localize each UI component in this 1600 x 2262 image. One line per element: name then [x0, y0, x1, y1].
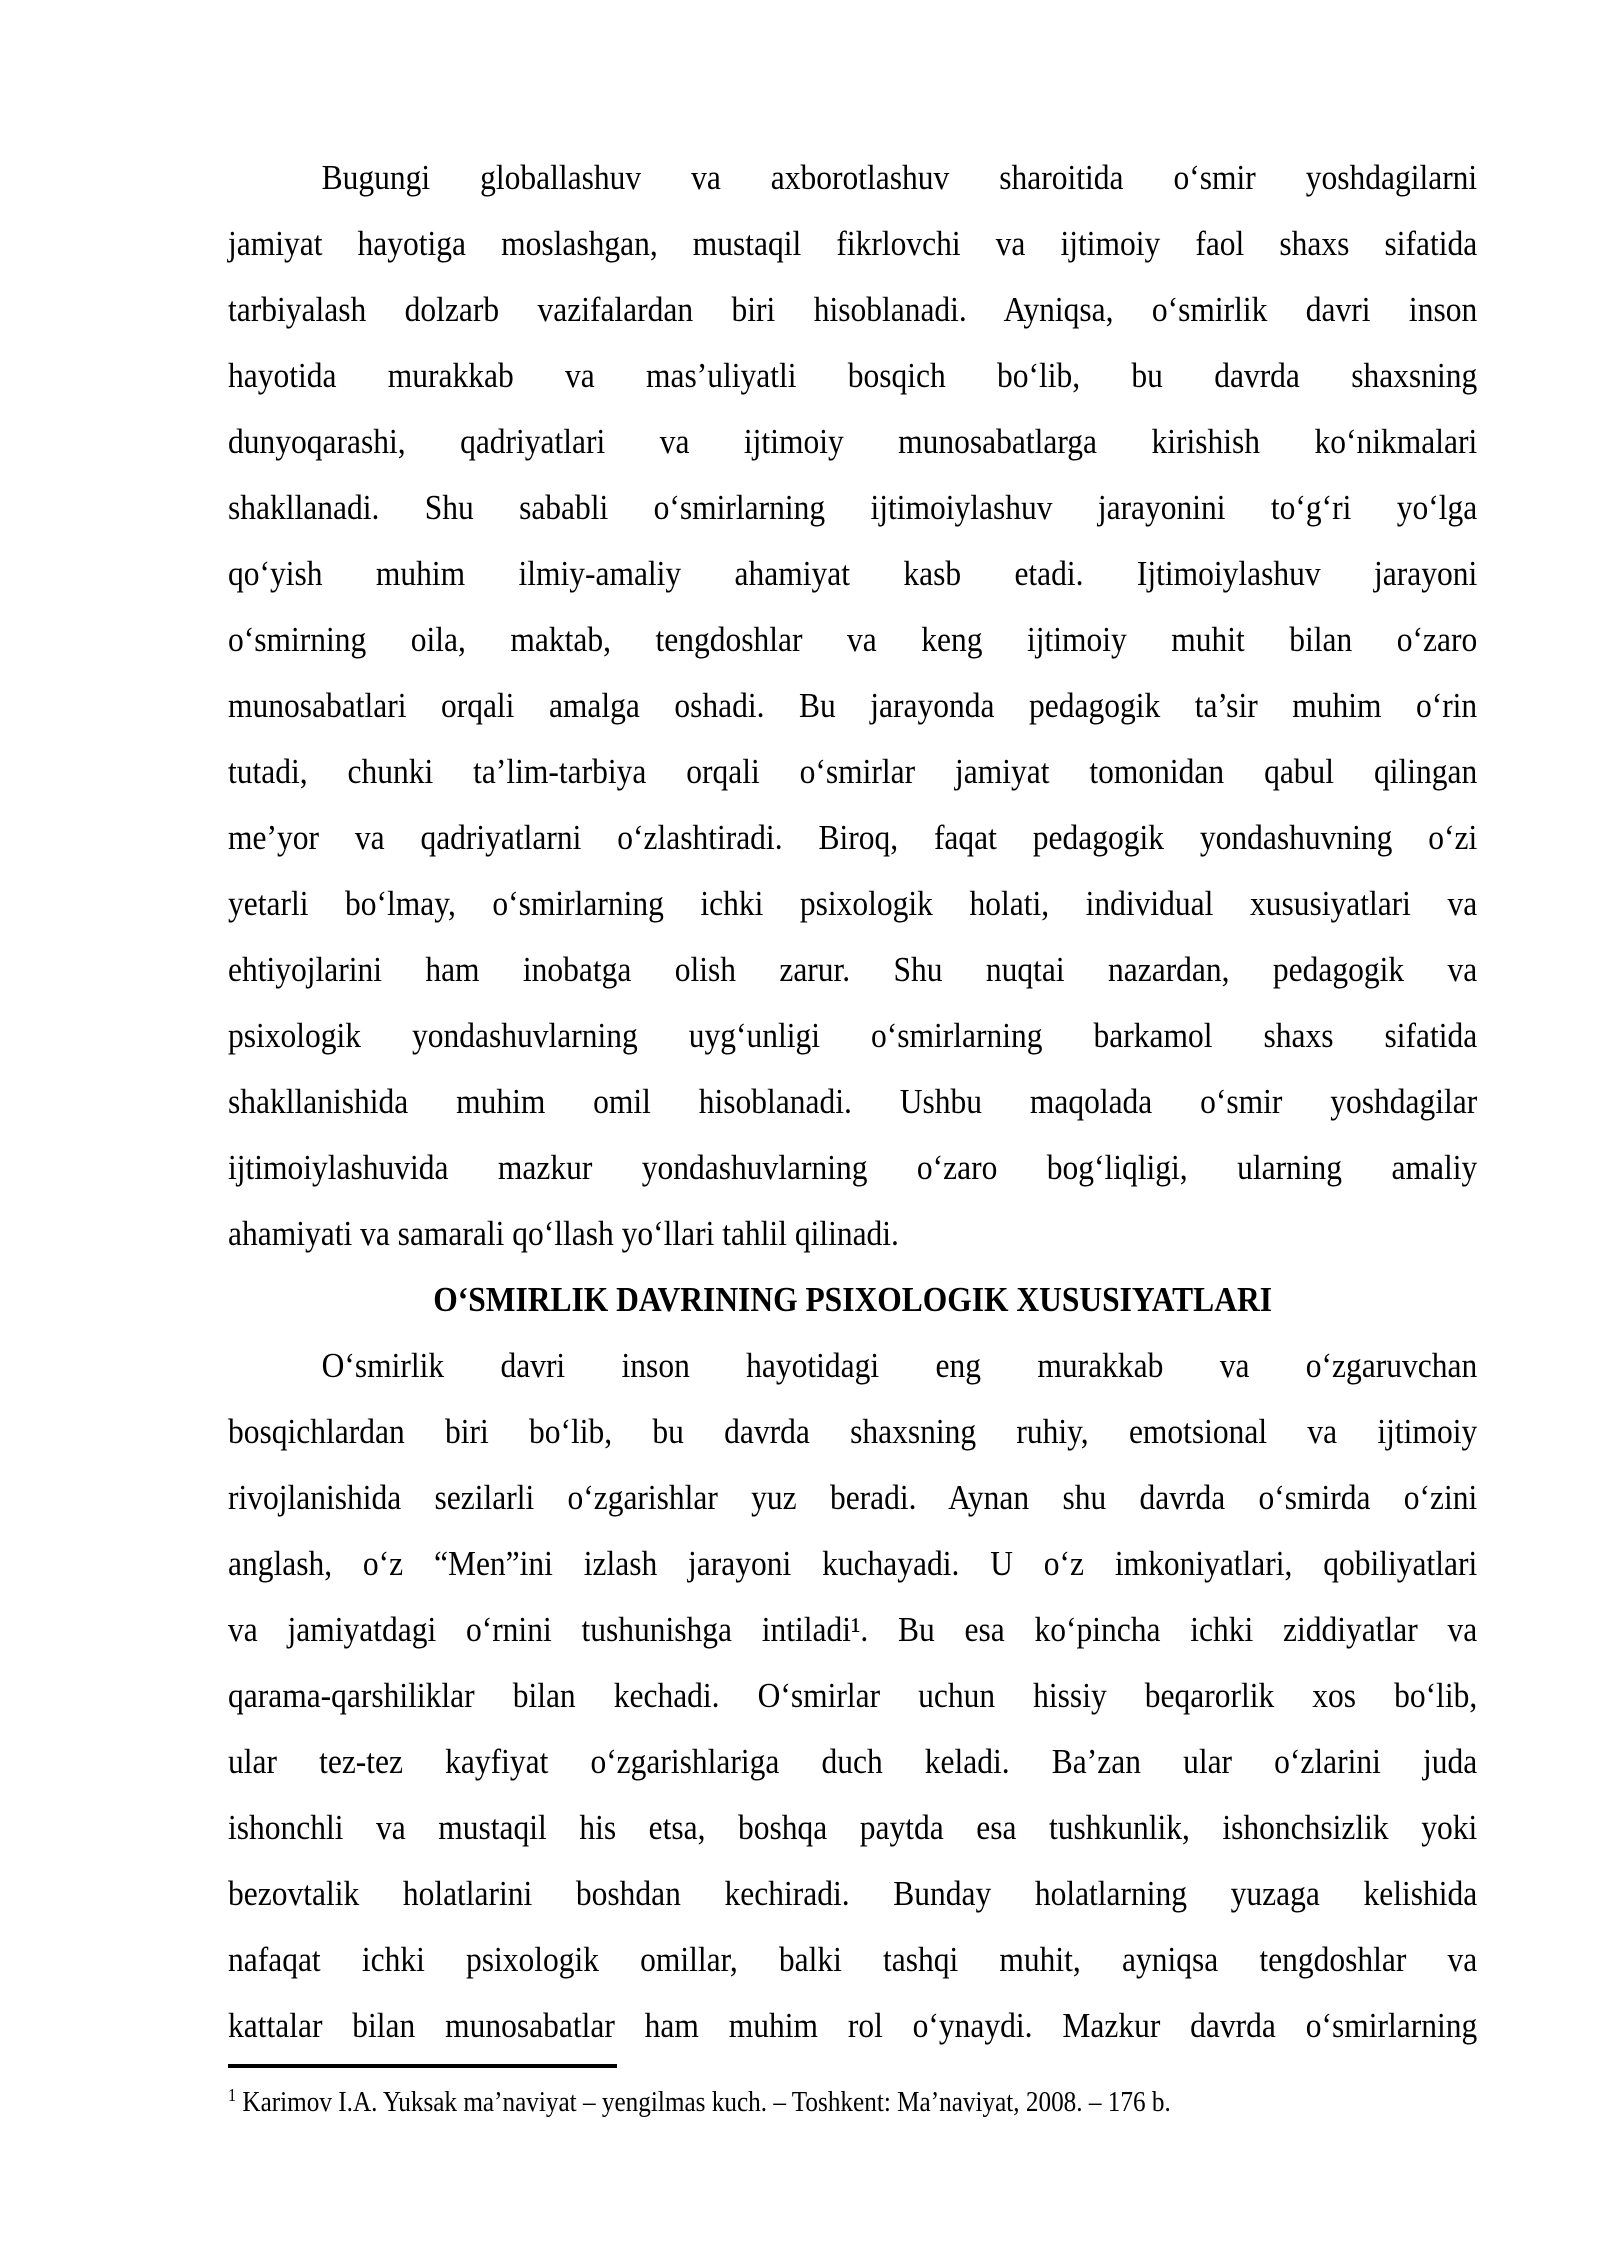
text-line: ehtiyojlarini ham inobatga olish zarur. Shu nuqtai nazardan, pedagogik va: [228, 950, 1478, 989]
text-line: bezovtalik holatlarini boshdan kechiradi. Bunday holatlarning yuzaga kelishida: [228, 1874, 1478, 1913]
footnote-marker: 1: [228, 2084, 237, 2105]
text-line: Bugungi globallashuv va axborotlashuv sharoitida oʻsmir yoshdagilarni: [321, 158, 1478, 197]
text-line: ular tez-tez kayfiyat oʻzgarishlariga duch keladi. Ba’zan ular oʻzlarini juda: [228, 1742, 1478, 1781]
text-line: kattalar bilan munosabatlar ham muhim rol oʻynaydi. Mazkur davrda oʻsmirlarning: [228, 2006, 1478, 2045]
text-line: Oʻsmirlik davri inson hayotidagi eng murakkab va oʻzgaruvchan: [321, 1346, 1478, 1385]
text-line: tutadi, chunki ta’lim-tarbiya orqali oʻsmirlar jamiyat tomonidan qabul qilingan: [228, 752, 1478, 791]
text-line: oʻsmirning oila, maktab, tengdoshlar va keng ijtimoiy muhit bilan oʻzaro: [228, 620, 1478, 659]
text-line: qoʻyish muhim ilmiy-amaliy ahamiyat kasb etadi. Ijtimoiylashuv jarayoni: [228, 554, 1478, 593]
text-line: yetarli boʻlmay, oʻsmirlarning ichki psixologik holati, individual xususiyatlari va: [228, 884, 1478, 923]
text-line: jamiyat hayotiga moslashgan, mustaqil fikrlovchi va ijtimoiy faol shaxs sifatida: [228, 224, 1478, 263]
paragraph: [228, 1333, 1477, 2059]
text-line: nafaqat ichki psixologik omillar, balki tashqi muhit, ayniqsa tengdoshlar va: [228, 1940, 1478, 1979]
text-line: psixologik yondashuvlarning uygʻunligi oʻsmirlarning barkamol shaxs sifatida: [228, 1016, 1478, 1055]
text-line: dunyoqarashi, qadriyatlari va ijtimoiy munosabatlarga kirishish koʻnikmalari: [228, 422, 1478, 461]
text-line: anglash, oʻz “Men”ini izlash jarayoni kuchayadi. U oʻz imkoniyatlari, qobiliyatlari: [228, 1544, 1478, 1583]
footnote-separator: [228, 2064, 617, 2068]
text-line: ahamiyati va samarali qoʻllash yoʻllari tahlil qilinadi.: [228, 1214, 899, 1253]
text-line: me’yor va qadriyatlarni oʻzlashtiradi. Biroq, faqat pedagogik yondashuvning oʻzi: [228, 818, 1478, 857]
footnote-text: Karimov I.A. Yuksak ma’naviyat – yengilmas kuch. – Toshkent: Ma’naviyat, 2008. – 176 b.: [242, 2087, 1171, 2118]
text-line: hayotida murakkab va mas’uliyatli bosqich boʻlib, bu davrda shaxsning: [228, 356, 1478, 395]
text-line: ijtimoiylashuvida mazkur yondashuvlarning oʻzaro bogʻliqligi, ularning amaliy: [228, 1148, 1478, 1187]
text-line: bosqichlardan biri boʻlib, bu davrda shaxsning ruhiy, emotsional va ijtimoiy: [228, 1412, 1478, 1451]
text-line: qarama-qarshiliklar bilan kechadi. Oʻsmirlar uchun hissiy beqarorlik xos boʻlib,: [228, 1676, 1478, 1715]
text-line: tarbiyalash dolzarb vazifalardan biri hisoblanadi. Ayniqsa, oʻsmirlik davri inson: [228, 290, 1478, 329]
section-heading: OʻSMIRLIK DAVRINING PSIXOLOGIK XUSUSIYATLARI: [433, 1280, 1272, 1319]
text-line: ishonchli va mustaqil his etsa, boshqa paytda esa tushkunlik, ishonchsizlik yoki: [228, 1808, 1478, 1847]
footnote: [228, 2082, 1477, 2124]
text-line: munosabatlari orqali amalga oshadi. Bu jarayonda pedagogik ta’sir muhim oʻrin: [228, 686, 1478, 725]
text-line: shakllanadi. Shu sababli oʻsmirlarning ijtimoiylashuv jarayonini toʻgʻri yoʻlga: [228, 488, 1478, 527]
paragraph: [228, 145, 1477, 1267]
text-line: shakllanishida muhim omil hisoblanadi. Ushbu maqolada oʻsmir yoshdagilar: [228, 1082, 1478, 1121]
text-line: va jamiyatdagi oʻrnini tushunishga intiladi¹. Bu esa koʻpincha ichki ziddiyatlar va: [228, 1610, 1478, 1649]
text-line: rivojlanishida sezilarli oʻzgarishlar yuz beradi. Aynan shu davrda oʻsmirda oʻzini: [228, 1478, 1478, 1517]
text-body: [228, 145, 1477, 2059]
